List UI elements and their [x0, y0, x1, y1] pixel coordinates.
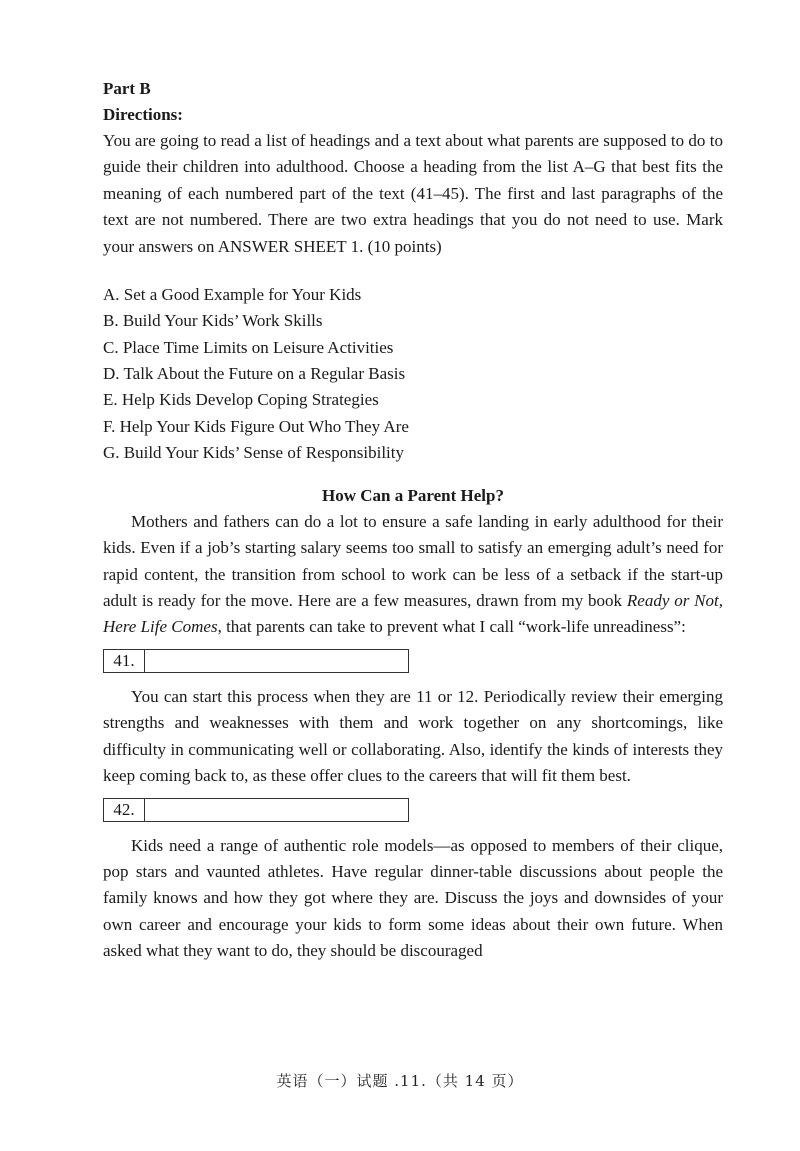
answer-box-42[interactable] [103, 798, 409, 822]
exam-page [103, 76, 723, 964]
option-d: D. Talk About the Future on a Regular Basis [103, 363, 406, 383]
heading-options-list [103, 282, 723, 466]
paragraph-41: You can start this process when they are 11 or 12. Periodically review their emerging strengths and weaknesses with them and work together on any shortcomings, like difficulty in communicating well or collaborating. Also, identify the kinds of interests they keep coming back to, as these offer clues to the careers that will fit them best. [103, 687, 723, 785]
article-title: How Can a Parent Help? [322, 486, 504, 506]
part-title: Part B [103, 79, 151, 98]
intro-text-before: Mothers and fathers can do a lot to ensure a safe landing in early adulthood for their kids. Even if a job’s starting salary seems too small to satisfy an emerging adult’s need for rapid content, the transition from school to work can be less of a setback if the start-up adult is ready for the move. Here are a few measures, drawn from my book [103, 512, 723, 610]
answer-blank-41[interactable] [145, 650, 408, 672]
option-g: G. Build Your Kids’ Sense of Responsibility [103, 442, 404, 462]
option-c: C. Place Time Limits on Leisure Activities [103, 337, 394, 357]
paragraph-42: Kids need a range of authentic role models—as opposed to members of their clique, pop stars and vaunted athletes. Have regular dinner-table discussions about people the family knows and how they got where they are. Discuss the joys and downsides of your own career and encourage your kids to form some ideas about their own future. When asked what they want to do, they should be discouraged [103, 835, 723, 960]
option-e: E. Help Kids Develop Coping Strategies [103, 390, 379, 410]
book-title: Ready or Not, Here Life Comes [103, 590, 723, 636]
intro-paragraph [103, 509, 723, 640]
option-b: B. Build Your Kids’ Work Skills [103, 311, 323, 331]
directions-label: Directions: [103, 105, 183, 124]
question-number-42: 42. [104, 799, 145, 821]
answer-blank-42[interactable] [145, 799, 408, 821]
directions-text: You are going to read a list of headings and a text about what parents are supposed to do to guide their children into adulthood. Choose a heading from the list A–G that best fits the meaning of each numbered part of the text (41–45). The first and last paragraphs of the text are not numbered. There are two extra headings that you do not need to use. Mark your answers on ANSWER SHEET 1. (10 points) [103, 131, 723, 256]
option-a: A. Set a Good Example for Your Kids [103, 285, 362, 305]
option-f: F. Help Your Kids Figure Out Who They Are [103, 416, 409, 436]
question-number-41: 41. [104, 650, 145, 672]
intro-text-after: , that parents can take to prevent what I call “work-life unreadiness”: [217, 616, 686, 636]
page-footer: 英语（一）试题 .11.（共 14 页） [276, 1072, 524, 1090]
answer-box-41[interactable] [103, 649, 409, 673]
